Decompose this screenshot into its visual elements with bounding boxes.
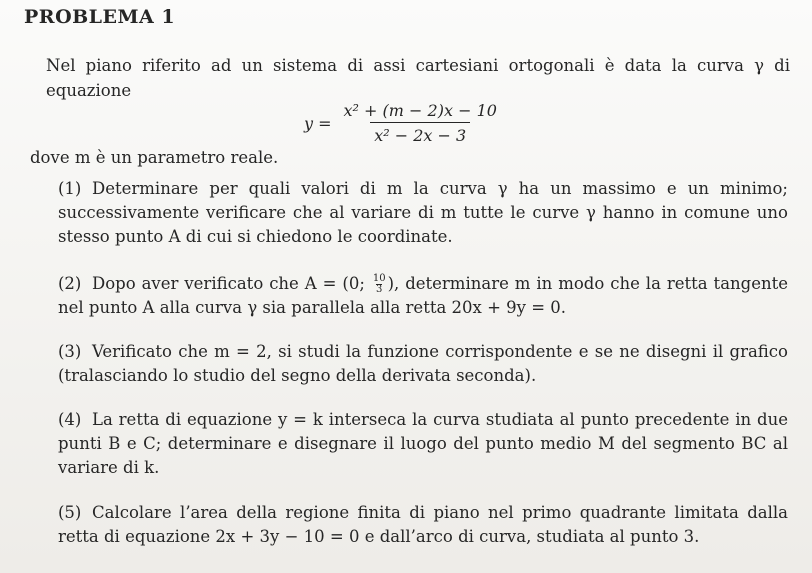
curve-equation: [304, 101, 501, 145]
question-item-5: [58, 501, 788, 549]
question-item-3: [58, 340, 788, 388]
intro-paragraph: [30, 53, 790, 103]
question-label: (4): [58, 410, 82, 429]
question-text-post: ), determinare m in modo che la retta tangente nel punto A alla curva γ sia parallela alla retta 20x + 9y = 0.: [58, 274, 789, 317]
inline-fraction: [373, 274, 386, 295]
question-text-pre: Dopo aver verificato che A = (0;: [92, 274, 365, 293]
question-label: (3): [58, 342, 82, 361]
question-label: (5): [58, 503, 82, 522]
equation-numerator: x² + (m − 2)x − 10: [343, 101, 497, 120]
question-label: (2): [58, 274, 82, 293]
question-item-1: [58, 177, 788, 249]
question-text: La retta di equazione y = k interseca la curva studiata al punto precedente in due punti B e C; determinare e disegnare il luogo del punto medio M del segmento BC al variare di k.: [58, 410, 788, 477]
question-item-2: [58, 272, 788, 320]
fraction-denominator: 3: [376, 284, 383, 295]
question-label: (1): [58, 179, 82, 198]
question-text: Verificato che m = 2, si studi la funzione corrispondente e se ne disegni il grafico (tralasciando lo studio del segno della derivata seconda).: [58, 342, 788, 385]
intro-text: Nel piano riferito ad un sistema di assi cartesiani ortogonali è data la curva γ di equazione: [46, 56, 790, 100]
question-item-4: [58, 408, 788, 480]
parameter-note: dove m è un parametro reale.: [30, 148, 279, 167]
question-text: Calcolare l’area della regione finita di piano nel primo quadrante limitata dalla retta di equazione 2x + 3y − 10 = 0 e dall’arco di curva, studiata al punto 3.: [58, 503, 788, 546]
equation-fraction: [340, 101, 501, 145]
fraction-numerator: 10: [372, 273, 386, 284]
equation-lhs: y =: [304, 113, 332, 133]
problem-title: PROBLEMA 1: [24, 6, 176, 28]
equation-denominator: x² − 2x − 3: [370, 122, 470, 145]
question-text: Determinare per quali valori di m la curva γ ha un massimo e un minimo; successivamente verificare che al variare di m tutte le curve γ hanno in comune uno stesso punto A di cui si chiedono le coordinate.: [58, 179, 788, 246]
